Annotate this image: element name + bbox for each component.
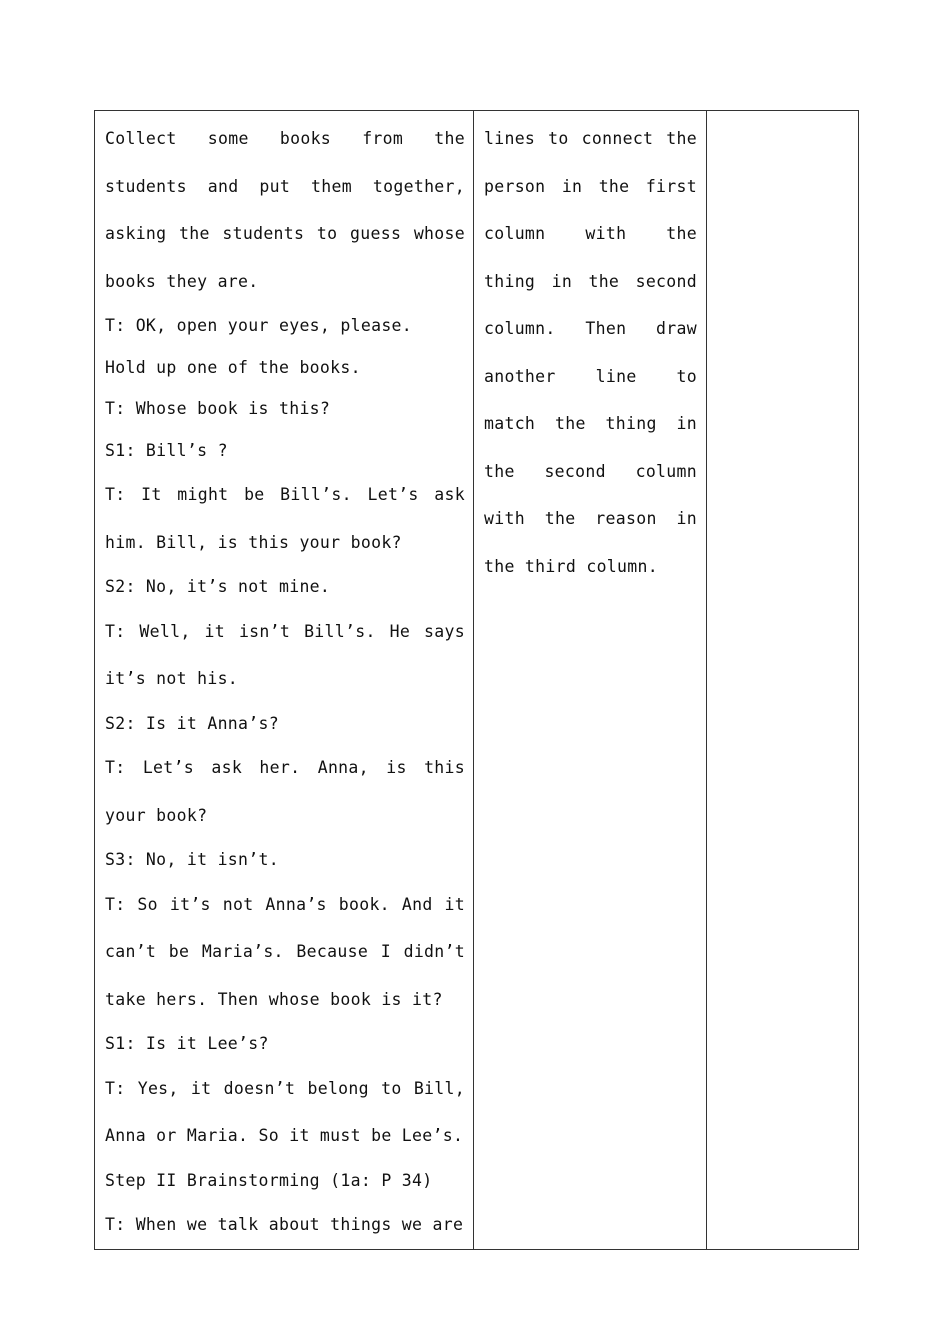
paragraph: S1: Is it Lee’s? <box>105 1034 269 1053</box>
paragraph: S1: Bill’s ? <box>105 440 228 460</box>
purpose-text <box>474 111 706 590</box>
purpose-column <box>474 111 707 1250</box>
paragraph: T: Let’s ask her. Anna, is this your book? <box>105 758 465 825</box>
paragraph: S2: Is it Anna’s? <box>105 713 279 733</box>
paragraph: T: OK, open your eyes, please. <box>105 316 413 335</box>
paragraph: T: Yes, it doesn’t belong to Bill, Anna or Maria. So it must be Lee’s. <box>105 1078 465 1145</box>
paragraph: S3: No, it isn’t. <box>105 850 279 869</box>
paragraph: T: Whose book is this? <box>105 399 331 418</box>
paragraph: T: When we talk about things we are <box>105 1215 464 1234</box>
lesson-plan-table <box>94 110 859 1250</box>
paragraph: Collect some books from the students and put them together, asking the students to guess whose books they are. <box>105 129 465 291</box>
paragraph: T: It might be Bill’s. Let’s ask him. Bill, is this your book? <box>105 485 465 552</box>
table-row <box>95 111 859 1250</box>
paragraph: Step II Brainstorming (1a: P 34) <box>105 1170 433 1190</box>
paragraph: T: Well, it isn’t Bill’s. He says it’s not his. <box>105 621 465 688</box>
paragraph: lines to connect the person in the first column with the thing in the second column. Then draw another line to match the thing in the second column with the reason in the third column. <box>484 129 697 576</box>
paragraph: S2: No, it’s not mine. <box>105 577 331 596</box>
notes-text <box>707 111 858 115</box>
notes-column <box>707 111 859 1250</box>
paragraph: Hold up one of the books. <box>105 357 361 377</box>
procedure-text <box>95 111 473 1249</box>
procedure-column <box>95 111 474 1250</box>
paragraph: T: So it’s not Anna’s book. And it can’t be Maria’s. Because I didn’t take hers. Then whose book is it? <box>105 894 465 1009</box>
